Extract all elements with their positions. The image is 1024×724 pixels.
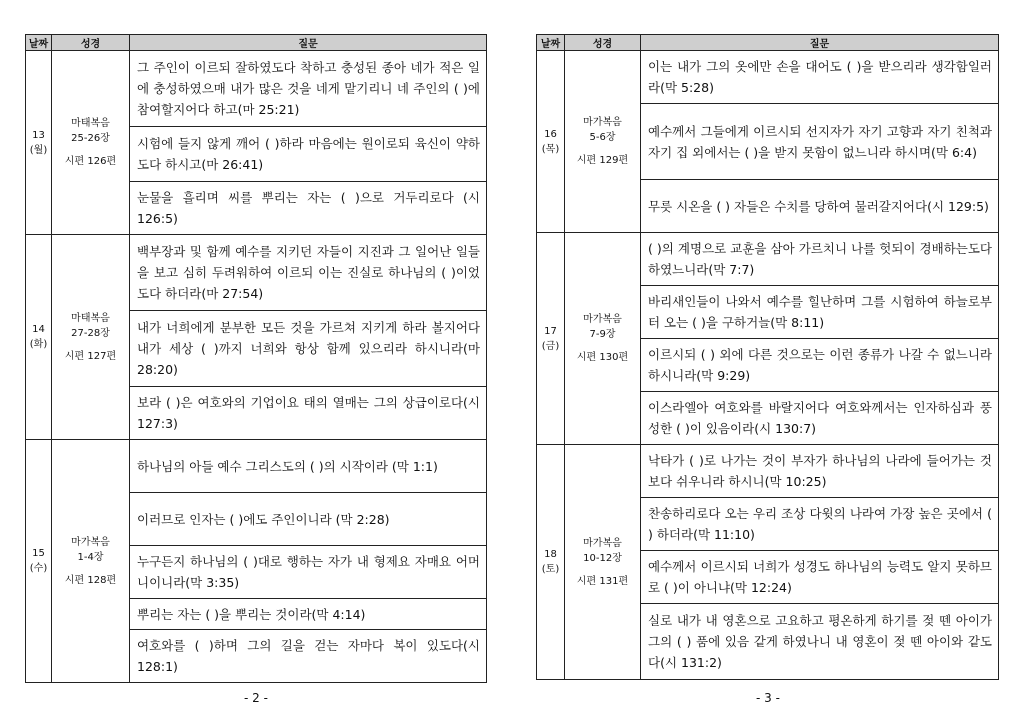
date-cell: [26, 51, 52, 235]
psalm-reading: 시편 126편: [64, 156, 117, 167]
question-cell: 시험에 들지 않게 깨어 ( )하라 마음에는 원이로되 육신이 약하도다 하시고(마 26:41): [130, 127, 487, 182]
date-cell: [537, 233, 565, 445]
book-name: 마태복음: [71, 312, 110, 324]
day-number: 17: [544, 325, 557, 337]
question-cell: 무릇 시온을 ( ) 자들은 수치를 당하여 물러갈지어다(시 129:5): [641, 180, 999, 233]
table-header-row: [537, 35, 999, 51]
question-cell: 실로 내가 내 영혼으로 고요하고 평온하게 하기를 젖 뗀 아이가 그의 ( ) 품에 있음 같게 하였나니 내 영혼이 젖 뗀 아이와 같도다(시 131:2): [641, 604, 999, 680]
weekday: (금): [541, 340, 560, 352]
header-date: 날짜: [26, 35, 52, 51]
question-cell: 뿌리는 자는 ( )을 뿌리는 것이라(막 4:14): [130, 599, 487, 630]
question-cell: 내가 너희에게 분부한 모든 것을 가르쳐 지키게 하라 볼지어다 내가 세상 ( )까지 너희와 항상 함께 있으리라 하시니라(마 28:20): [130, 311, 487, 387]
book-chapters: 27-28장: [71, 327, 110, 339]
question-cell: 이러므로 인자는 ( )에도 주인이니라 (막 2:28): [130, 493, 487, 546]
table-row: [537, 233, 999, 286]
question-cell: 하나님의 아들 예수 그리스도의 ( )의 시작이라 (막 1:1): [130, 440, 487, 493]
weekday: (토): [541, 564, 560, 575]
book-name: 마가복음: [583, 314, 622, 325]
question-cell: 찬송하리로다 오는 우리 조상 다윗의 나라여 가장 높은 곳에서 ( ) 하더라(막 11:10): [641, 498, 999, 551]
book-chapters: 7-9장: [589, 329, 616, 340]
table-row: [537, 51, 999, 104]
book-chapters: 5-6장: [589, 132, 616, 143]
psalm-reading: 시편 131편: [576, 575, 629, 587]
psalm-reading: 시편 128편: [64, 574, 117, 586]
question-cell: 이스라엘아 여호와를 바랄지어다 여호와께서는 인자하심과 풍성한 ( )이 있음이라(시 130:7): [641, 392, 999, 445]
question-cell: 예수께서 그들에게 이르시되 선지자가 자기 고향과 자기 친척과 자기 집 외에서는 ( )을 받지 못함이 없느니라 하시며(막 6:4): [641, 104, 999, 180]
day-number: 14: [32, 324, 45, 335]
question-cell: 그 주인이 이르되 잘하였도다 착하고 충성된 종아 네가 적은 일에 충성하였으매 내가 많은 것을 네게 맡기리니 네 주인의 ( )에 참여할지어다 하고(마 25:21): [130, 51, 487, 127]
book-chapters: 1-4장: [77, 551, 104, 563]
quiz-table-left: [25, 34, 487, 683]
quiz-table-right: [536, 34, 999, 680]
question-cell: 낙타가 ( )로 나가는 것이 부자가 하나님의 나라에 들어가는 것보다 쉬우니라 하시니(막 10:25): [641, 445, 999, 498]
question-cell: 예수께서 이르시되 너희가 성경도 하나님의 능력도 알지 못하므로 ( )이 아니냐(막 12:24): [641, 551, 999, 604]
header-question: 질문: [130, 35, 487, 51]
weekday: (목): [541, 143, 560, 155]
header-bible: 성경: [565, 35, 641, 51]
question-cell: 바리새인들이 나와서 예수를 힐난하며 그를 시험하여 하늘로부터 오는 ( )을 구하거늘(막 8:11): [641, 286, 999, 339]
book-chapters: 25-26장: [71, 133, 110, 144]
question-cell: 백부장과 및 함께 예수를 지키던 자들이 지진과 그 일어난 일들을 보고 심히 두려워하여 이르되 이는 진실로 하나님의 ( )이었도다 하더라(마 27:54): [130, 235, 487, 311]
weekday: (월): [29, 144, 48, 156]
page-number: - 2 -: [244, 691, 268, 705]
date-cell: [537, 51, 565, 233]
bible-cell: [565, 445, 641, 680]
table-row: [537, 445, 999, 498]
day-number: 18: [544, 549, 557, 560]
header-question: 질문: [641, 35, 999, 51]
question-cell: 눈물을 흘리며 씨를 뿌리는 자는 ( )으로 거두리로다 (시 126:5): [130, 182, 487, 235]
book-name: 마가복음: [583, 117, 622, 128]
question-cell: 이르시되 ( ) 외에 다른 것으로는 이런 종류가 나갈 수 없느니라 하시니라(막 9:29): [641, 339, 999, 392]
day-number: 16: [544, 128, 557, 140]
bible-cell: [52, 440, 130, 683]
weekday: (수): [29, 563, 48, 574]
date-cell: [537, 445, 565, 680]
question-cell: 이는 내가 그의 옷에만 손을 대어도 ( )을 받으리라 생각함일러라(막 5:28): [641, 51, 999, 104]
table-row: [26, 235, 487, 311]
bible-cell: [52, 235, 130, 440]
bible-cell: [565, 233, 641, 445]
day-number: 15: [32, 548, 45, 559]
book-name: 마태복음: [71, 118, 110, 129]
bible-cell: [52, 51, 130, 235]
date-cell: [26, 440, 52, 683]
psalm-reading: 시편 129편: [576, 155, 629, 166]
day-number: 13: [32, 129, 45, 141]
table-row: [26, 51, 487, 127]
page-right: [536, 34, 999, 680]
page-number: - 3 -: [756, 691, 780, 705]
psalm-reading: 시편 130편: [576, 352, 629, 363]
bible-cell: [565, 51, 641, 233]
page-left: [25, 34, 487, 683]
table-row: [26, 440, 487, 493]
book-name: 마가복음: [71, 536, 110, 548]
header-bible: 성경: [52, 35, 130, 51]
question-cell: 보라 ( )은 여호와의 기업이요 태의 열매는 그의 상급이로다(시 127:3): [130, 387, 487, 440]
question-cell: 누구든지 하나님의 ( )대로 행하는 자가 내 형제요 자매요 어머니이니라(막 3:35): [130, 546, 487, 599]
weekday: (화): [29, 339, 48, 350]
psalm-reading: 시편 127편: [64, 350, 117, 362]
header-date: 날짜: [537, 35, 565, 51]
table-header-row: [26, 35, 487, 51]
date-cell: [26, 235, 52, 440]
book-name: 마가복음: [583, 537, 622, 549]
question-cell: ( )의 계명으로 교훈을 삼아 가르치니 나를 헛되이 경배하는도다 하였느니라(막 7:7): [641, 233, 999, 286]
question-cell: 여호와를 ( )하며 그의 길을 걷는 자마다 복이 있도다(시 128:1): [130, 630, 487, 683]
book-chapters: 10-12장: [583, 552, 622, 564]
